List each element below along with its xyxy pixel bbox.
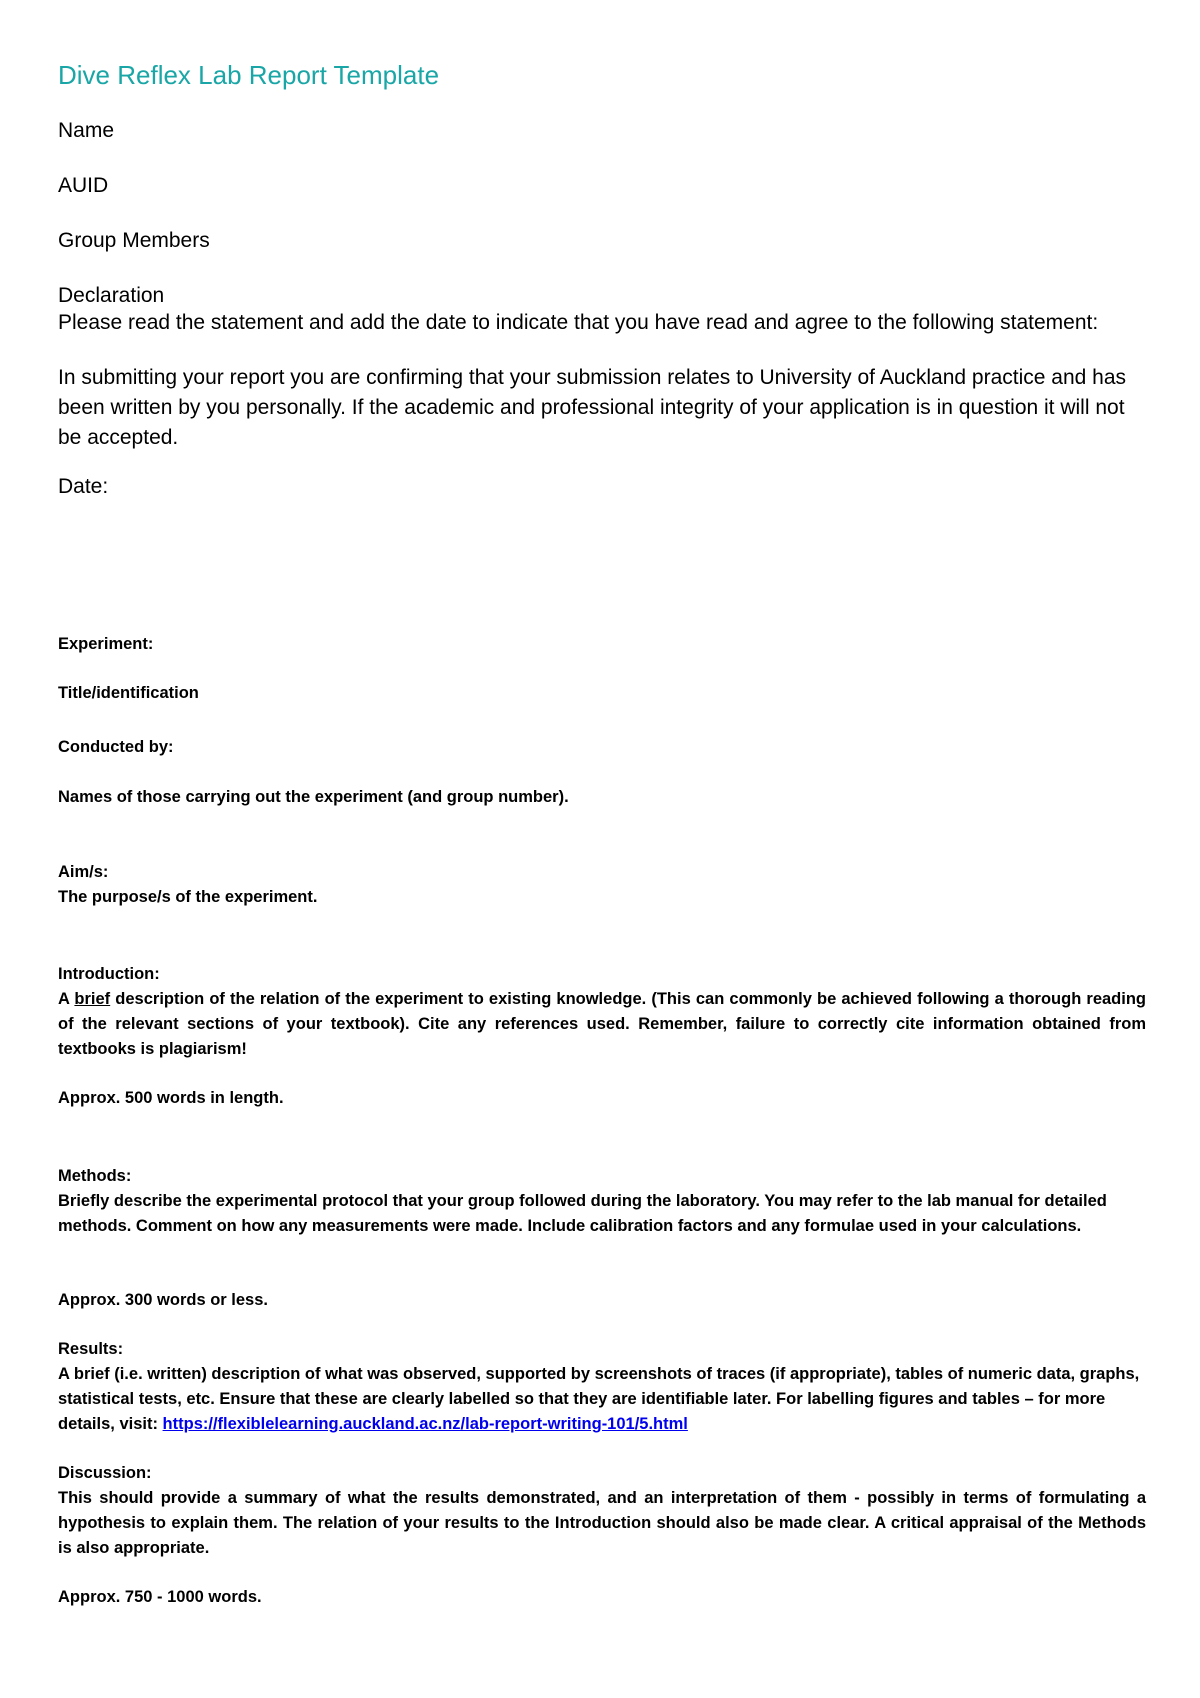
- results-text-body: A brief (i.e. written) description of what was observed, supported by screenshots of traces (if appropriate), tables of numeric data, graphs, statistical tests, etc. Ensure that these are clearly labelled so that they are identifiable later. For labelling figures and tables – for more details, visit:: [58, 1365, 1140, 1433]
- declaration-instruction: Please read the statement and add the date to indicate that you have read and agree to the following statement:: [58, 311, 1099, 334]
- experiment-text: Title/identification: [58, 684, 199, 702]
- auid-label: AUID: [58, 174, 109, 197]
- discussion-heading: Discussion:: [58, 1464, 152, 1482]
- introduction-text-prefix: A: [58, 990, 75, 1008]
- document-title: Dive Reflex Lab Report Template: [58, 60, 440, 90]
- introduction-length: Approx. 500 words in length.: [58, 1089, 284, 1107]
- group-members-label: Group Members: [58, 229, 210, 252]
- introduction-heading: Introduction:: [58, 965, 160, 983]
- conducted-by-heading: Conducted by:: [58, 738, 174, 756]
- declaration-label: Declaration: [58, 284, 165, 307]
- name-label: Name: [58, 119, 115, 142]
- declaration-statement: In submitting your report you are confirming that your submission relates to University of Auckland practice and has been written by you personally. If the academic and professional integrity of your application is in question it will not be accepted.: [58, 366, 1127, 449]
- aims-text: The purpose/s of the experiment.: [58, 888, 318, 906]
- discussion-length: Approx. 750 - 1000 words.: [58, 1588, 262, 1606]
- results-link[interactable]: https://flexiblelearning.auckland.ac.nz/lab-report-writing-101/5.html: [162, 1415, 688, 1433]
- discussion-text: This should provide a summary of what the results demonstrated, and an interpretation of them - possibly in terms of formulating a hypothesis to explain them. The relation of your results to the Introduction should also be made clear. A critical appraisal of the Methods is also appropriate.: [58, 1489, 1146, 1557]
- methods-length: Approx. 300 words or less.: [58, 1291, 268, 1309]
- results-heading: Results:: [58, 1340, 124, 1358]
- introduction-text-brief: brief: [74, 990, 111, 1008]
- introduction-text: [58, 987, 1146, 1062]
- methods-heading: Methods:: [58, 1167, 132, 1185]
- conducted-by-text: Names of those carrying out the experiment (and group number).: [58, 788, 569, 806]
- results-text: [58, 1362, 1146, 1437]
- experiment-heading: Experiment:: [58, 635, 154, 653]
- introduction-text-rest: description of the relation of the experiment to existing knowledge. (This can commonly be achieved following a thorough reading of the relevant sections of your textbook). Cite any references used. Remember, failure to correctly cite information obtained from textbooks is plagiarism!: [58, 990, 1146, 1058]
- aims-heading: Aim/s:: [58, 863, 109, 881]
- date-label: Date:: [58, 475, 109, 498]
- methods-text: Briefly describe the experimental protocol that your group followed during the laboratory. You may refer to the lab manual for detailed methods. Comment on how any measurements were made. Include calibration factors and any formulae used in your calculations.: [58, 1192, 1107, 1235]
